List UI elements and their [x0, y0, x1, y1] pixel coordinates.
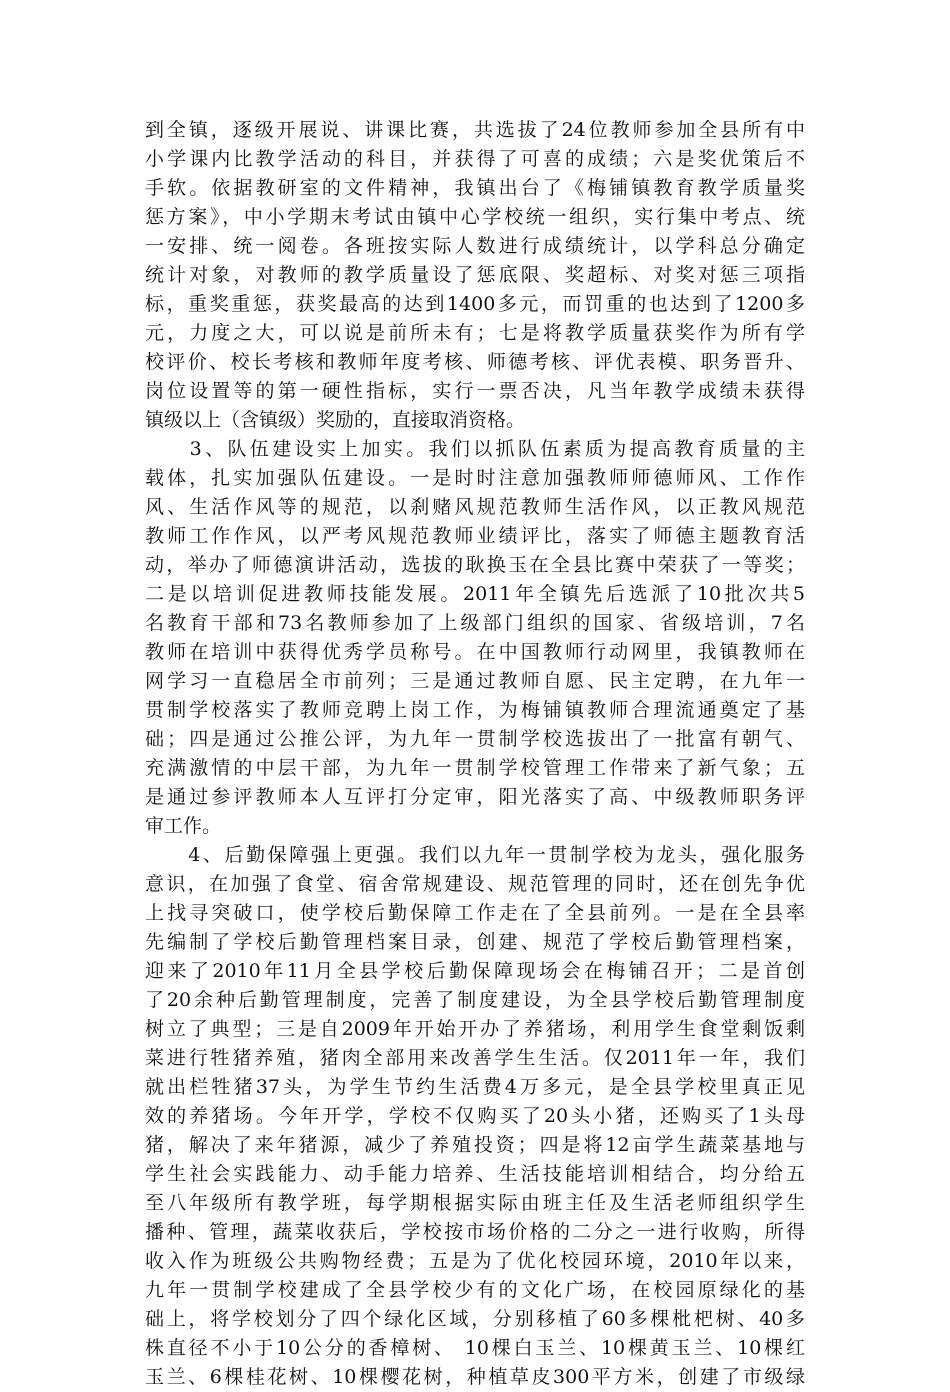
text-line: 4、后勤保障强上更强。我们以九年一贯制学校为龙头，强化服务 — [145, 844, 805, 866]
text-line: 础上，将学校划分了四个绿化区域，分别移植了60多棵枇杷树、40多 — [145, 1308, 805, 1330]
text-line: 玉兰、6棵桂花树、10棵樱花树，种植草皮300平方米，创建了市级绿 — [145, 1366, 805, 1388]
text-line: 至八年级所有教学班，每学期根据实际由班主任及生活老师组织学生 — [145, 1192, 805, 1214]
text-line: 一安排、统一阅卷。各班按实际人数进行成绩统计，以学科总分确定 — [145, 235, 805, 257]
text-line: 名教育干部和73名教师参加了上级部门组织的国家、省级培训，7名 — [145, 612, 805, 634]
text-line: 网学习一直稳居全市前列；三是通过教师自愿、民主定聘，在九年一 — [145, 670, 805, 692]
text-line: 审工作。 — [145, 815, 222, 837]
text-line: 充满激情的中层干部，为九年一贯制学校管理工作带来了新气象；五 — [145, 757, 805, 779]
text-line: 菜进行牲猪养殖，猪肉全部用来改善学生生活。仅2011年一年，我们 — [145, 1047, 805, 1069]
text-line: 效的养猪场。今年开学，学校不仅购买了20头小猪，还购买了1头母 — [145, 1105, 805, 1127]
document-body — [145, 116, 805, 1392]
text-line: 贯制学校落实了教师竞聘上岗工作，为梅铺镇教师合理流通奠定了基 — [145, 699, 805, 721]
text-line: 先编制了学校后勤管理档案目录，创建、规范了学校后勤管理档案， — [145, 931, 805, 953]
text-line: 教师在培训中获得优秀学员称号。在中国教师行动网里，我镇教师在 — [145, 641, 805, 663]
text-line: 惩方案》，中小学期末考试由镇中心学校统一组织，实行集中考点、统 — [145, 206, 805, 228]
text-line: 统计对象，对教师的教学质量设了惩底限、奖超标、对奖对惩三项指 — [145, 264, 805, 286]
text-line: 了20余种后勤管理制度，完善了制度建设，为全县学校后勤管理制度 — [145, 989, 805, 1011]
text-line: 是通过参评教师本人互评打分定审，阳光落实了高、中级教师职务评 — [145, 786, 805, 808]
text-line: 风、生活作风等的规范，以刹赌风规范教师生活作风，以正教风规范 — [145, 496, 805, 518]
text-line: 3、队伍建设实上加实。我们以抓队伍素质为提高教育质量的主 — [145, 438, 805, 460]
text-line: 就出栏牲猪37头，为学生节约生活费4万多元，是全县学校里真正见 — [145, 1076, 805, 1098]
paragraph-team-building — [145, 435, 805, 841]
text-line: 动，举办了师德演讲活动，选拔的耿换玉在全县比赛中荣获了一等奖； — [145, 554, 805, 576]
text-line: 树立了典型；三是自2009年开始开办了养猪场，利用学生食堂剩饭剩 — [145, 1018, 805, 1040]
paragraph-logistics — [145, 841, 805, 1392]
text-line: 迎来了2010年11月全县学校后勤保障现场会在梅铺召开；二是首创 — [145, 960, 805, 982]
text-line: 础；四是通过公推公评，为九年一贯制学校选拔出了一批富有朝气、 — [145, 728, 805, 750]
text-line: 九年一贯制学校建成了全县学校少有的文化广场，在校园原绿化的基 — [145, 1279, 805, 1301]
text-line: 岗位设置等的第一硬性指标，实行一票否决，凡当年教学成绩未获得 — [145, 380, 805, 402]
text-line: 上找寻突破口，使学校后勤保障工作走在了全县前列。一是在全县率 — [145, 902, 805, 924]
text-line: 标，重奖重惩，获奖最高的达到1400多元，而罚重的也达到了1200多 — [145, 293, 805, 315]
text-line: 教师工作作风，以严考风规范教师业绩评比，落实了师德主题教育活 — [145, 525, 805, 547]
text-line: 株直径不小于10公分的香樟树、 10棵白玉兰、10棵黄玉兰、10棵红 — [145, 1337, 805, 1359]
text-line: 校评价、校长考核和教师年度考核、师德考核、评优表模、职务晋升、 — [145, 351, 805, 373]
text-line: 二是以培训促进教师技能发展。2011年全镇先后选派了10批次共5 — [145, 583, 805, 605]
text-line: 猪，解决了来年猪源，减少了养殖投资；四是将12亩学生蔬菜基地与 — [145, 1134, 805, 1156]
text-line: 收入作为班级公共购物经费；五是为了优化校园环境，2010年以来， — [145, 1250, 805, 1272]
text-line: 意识，在加强了食堂、宿舍常规建设、规范管理的同时，还在创先争优 — [145, 873, 805, 895]
text-line: 镇级以上（含镇级）奖励的，直接取消资格。 — [145, 409, 526, 431]
paragraph-quality-rewards — [145, 116, 805, 435]
text-line: 元，力度之大，可以说是前所未有；七是将教学质量获奖作为所有学 — [145, 322, 805, 344]
text-line: 到全镇，逐级开展说、讲课比赛，共选拔了24位教师参加全县所有中 — [145, 119, 805, 141]
text-line: 学生社会实践能力、动手能力培养、生活技能培训相结合，均分给五 — [145, 1163, 805, 1185]
text-line: 播种、管理，蔬菜收获后，学校按市场价格的二分之一进行收购，所得 — [145, 1221, 805, 1243]
text-line: 小学课内比教学活动的科目，并获得了可喜的成绩；六是奖优策后不 — [145, 148, 805, 170]
text-line: 载体，扎实加强队伍建设。一是时时注意加强教师师德师风、工作作 — [145, 467, 805, 489]
text-line: 手软。依据教研室的文件精神，我镇出台了《梅铺镇教育教学质量奖 — [145, 177, 805, 199]
